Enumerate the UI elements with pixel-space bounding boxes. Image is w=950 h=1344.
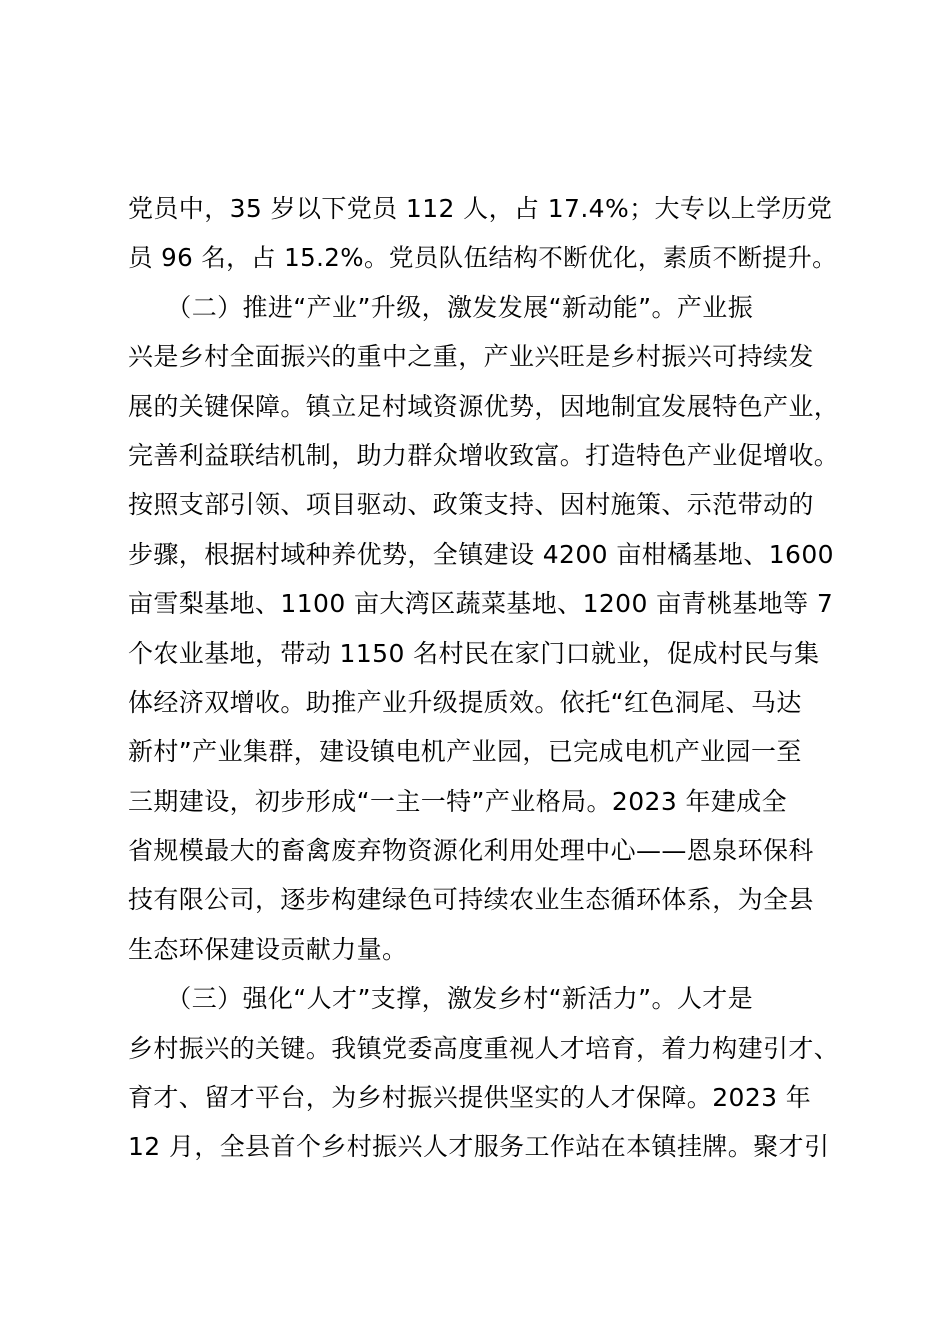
text-line: 省规模最大的畜禽废弃物资源化利用处理中心——恩泉环保科 [128,836,814,866]
text-line: 体经济双增收。助推产业升级提质效。依托“红色洞尾、马达 [128,687,802,717]
text-line: 兴是乡村全面振兴的重中之重，产业兴旺是乡村振兴可持续发 [128,342,814,372]
text-line: （三）强化“人才”支撑，激发乡村“新活力”。人才是 [128,984,754,1014]
text-line: 步骤，根据村域种养优势，全镇建设 4200 亩柑橘基地、1600 [128,539,834,569]
text-line: 生态环保建设贡献力量。 [128,934,408,964]
text-line: 12 月，全县首个乡村振兴人才服务工作站在本镇挂牌。聚才引 [128,1132,830,1162]
text-line: 乡村振兴的关键。我镇党委高度重视人才培育，着力构建引才、 [128,1033,840,1063]
text-line: 员 96 名，占 15.2%。党员队伍结构不断优化，素质不断提升。 [128,243,838,273]
text-line: 个农业基地，带动 1150 名村民在家门口就业，促成村民与集 [128,638,820,668]
text-line: 技有限公司，逐步构建绿色可持续农业生态循环体系，为全县 [128,885,814,915]
text-line: 党员中，35 岁以下党员 112 人，占 17.4%；大专以上学历党 [128,194,833,223]
text-line: 育才、留才平台，为乡村振兴提供坚实的人才保障。2023 年 [128,1083,812,1113]
text-line: 按照支部引领、项目驱动、政策支持、因村施策、示范带动的 [128,490,814,520]
text-line: 三期建设，初步形成“一主一特”产业格局。2023 年建成全 [128,786,788,816]
text-line: 展的关键保障。镇立足村域资源优势，因地制宜发展特色产业， [128,391,840,421]
text-line: （二）推进“产业”升级，激发发展“新动能”。产业振 [128,292,754,322]
text-line: 新村”产业集群，建设镇电机产业园，已完成电机产业园一至 [128,737,802,767]
text-line: 完善利益联结机制，助力群众增收致富。打造特色产业促增收。 [128,440,840,470]
body-text [128,184,848,1172]
text-line: 亩雪梨基地、1100 亩大湾区蔬菜基地、1200 亩青桃基地等 7 [128,589,834,619]
